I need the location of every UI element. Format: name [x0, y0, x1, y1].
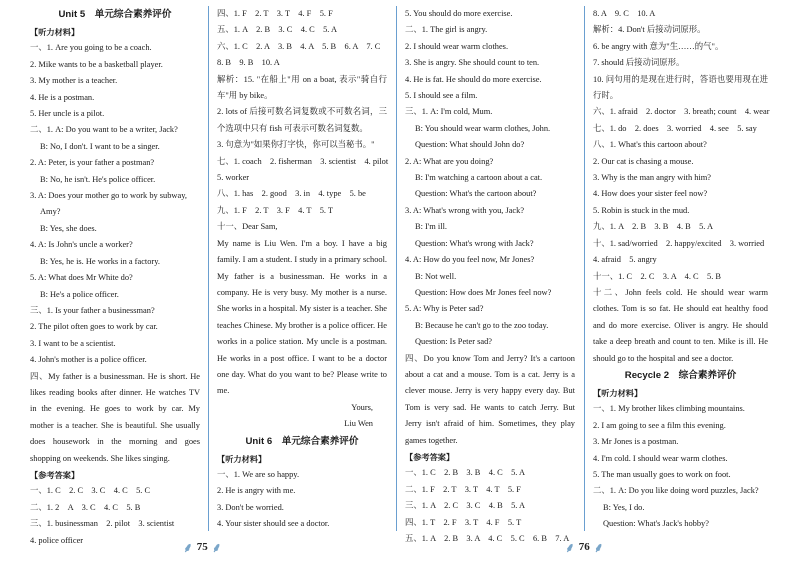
text-line: 四、Do you know Tom and Jerry? It's a cartoon about a cat and a mouse. Tom is a cat. Jerry is a clever mouse. Jerry is very happy every day. But Tom is very sad. He wants to catch Jerry. But Jerry isn't afraid of him. Sometimes, they play games together. — [405, 353, 575, 445]
text-line: 二、1. A: Do you want to be a writer, Jack? — [30, 125, 178, 135]
column-3 — [405, 6, 575, 543]
text-line: 3. 句意为"如果你打字快，你可以当秘书。" — [217, 140, 375, 150]
text-line: 五、1. A 2. B 3. A 4. C 5. C 6. B 7. A — [405, 534, 570, 543]
leaf-ornament-icon: ⸙ — [183, 541, 193, 556]
text-line: 3. Don't be worried. — [217, 502, 284, 512]
column-divider — [584, 6, 585, 531]
text-line: 八、1. What's this cartoon about? — [593, 140, 707, 150]
column-1 — [30, 6, 200, 545]
page-number-text: 75 — [196, 541, 208, 553]
text-line: 4. He is a postman. — [30, 92, 95, 102]
text-line: B: Because he can't go to the zoo today. — [415, 320, 549, 330]
text-line: 2. Mike wants to be a basketball player. — [30, 59, 163, 69]
text-line: 2. The pilot often goes to work by car. — [30, 322, 158, 332]
text-line: 5. worker — [217, 173, 250, 183]
text-line: 十一、Dear Sam, — [217, 222, 278, 232]
column-divider — [208, 6, 209, 531]
text-line: Question: What's Jack's hobby? — [603, 519, 709, 529]
page-number-right — [565, 538, 618, 556]
text-line: B: Yes, she does. — [40, 223, 97, 233]
text-line: B: Yes, he is. He works in a factory. — [40, 256, 160, 266]
text-line: 8. B 9. B 10. A — [217, 58, 280, 68]
text-line: 3. My mother is a teacher. — [30, 76, 118, 86]
text-line: 2. lots of 后接可数名词复数或不可数名词，三个选项中只有 fish 可表示可数名词复数。 — [217, 107, 387, 133]
column-divider — [396, 6, 397, 531]
text-line: B: He's a police officer. — [40, 289, 119, 299]
text-line: 4. How does your sister feel now? — [593, 189, 708, 199]
section-heading: 【听力材料】 — [30, 27, 80, 37]
text-line: B: Not well. — [415, 271, 457, 281]
section-title: Unit 6 单元综合素养评价 — [245, 435, 359, 447]
text-line: 六、1. C 2. A 3. B 4. A 5. B 6. A 7. C — [217, 41, 381, 51]
text-line: Question: How does Mr Jones feel now? — [415, 287, 552, 297]
text-line: 一、1. We are so happy. — [217, 469, 300, 479]
text-line: Question: Is Peter sad? — [415, 337, 492, 347]
text-line: 10. 问句用的是现在进行时，答语也要用现在进行时。 — [593, 74, 768, 101]
column-4 — [593, 6, 768, 536]
text-line: 2. He is angry with me. — [217, 486, 296, 496]
text-line: B: I'm ill. — [415, 222, 447, 232]
text-line: 2. I am going to see a film this evening. — [593, 420, 726, 430]
text-line: 一、1. C 2. C 3. C 4. C 5. C — [30, 486, 151, 496]
text-line: 4. afraid 5. angry — [593, 255, 657, 265]
text-line: 5. A: What does Mr White do? — [30, 273, 133, 283]
text-line: 5. The man usually goes to work on foot. — [593, 469, 731, 479]
text-line: 4. Your sister should see a doctor. — [217, 519, 330, 529]
text-line: 4. I'm cold. I should wear warm clothes. — [593, 453, 728, 463]
text-line: 十二、John feels cold. He should wear warm clothes. Tom is so fat. He should eat healthy food and do more exercise. Oliver is angry. He should take a deep breath and count to ten. Mike is ill. He should go to the hospital and see a doctor. — [593, 287, 768, 363]
text-line: 一、1. C 2. B 3. B 4. C 5. A — [405, 468, 526, 478]
text-line: 三、1. Is your father a businessman? — [30, 305, 155, 315]
text-line: Question: What's wrong with Jack? — [415, 238, 534, 248]
text-line: 5. Her uncle is a pilot. — [30, 109, 105, 119]
text-line: 三、1. businessman 2. pilot 3. scientist — [30, 519, 175, 529]
page-number-left — [183, 538, 222, 556]
text-line: 三、1. A 2. C 3. C 4. B 5. A — [405, 501, 526, 511]
text-line: 3. A: What's wrong with you, Jack? — [405, 205, 525, 215]
text-line: 一、1. My brother likes climbing mountains. — [593, 404, 745, 414]
text-line: B: No, he isn't. He's police officer. — [40, 174, 156, 184]
text-line: 3. I want to be a scientist. — [30, 338, 116, 348]
text-line: B: I'm watching a cartoon about a cat. — [415, 173, 543, 183]
text-line: Question: What's the cartoon about? — [415, 189, 537, 199]
text-line: 二、1. F 2. T 3. T 4. T 5. F — [405, 484, 521, 494]
text-line: 九、1. F 2. T 3. F 4. T 5. T — [217, 205, 334, 215]
text-line: 6. be angry with 意为"生……的气"。 — [593, 41, 724, 51]
text-line: 十一、1. C 2. C 3. A 4. C 5. B — [593, 271, 721, 281]
text-line: 2. A: Peter, is your father a postman? — [30, 158, 155, 168]
text-line: 二、1. 2 A 3. C 4. C 5. B — [30, 502, 141, 512]
text-line: Amy? — [40, 207, 61, 217]
section-title: Recycle 2 综合素养评价 — [624, 369, 737, 381]
text-line: 3. A: Does your mother go to work by subway, — [30, 191, 187, 201]
text-line: Yours, — [351, 402, 373, 412]
text-line: My name is Liu Wen. I'm a boy. I have a big family. I am a student. I study in a primary school. My father is a businessman. He works in a company. He is very busy. My mother is a nurse. She works in a hospital. My sister is a teacher. She teaches Chinese. My brother is a police officer. He works in a police station. My uncle is a postman. He works in a post office. I want to be a doctor one day. What do you want to be? Please write to me. — [217, 238, 387, 396]
text-line: 四、My father is a businessman. He is short. He likes reading books after dinner. He watches TV in the evening. He goes to work by car. My mother is a teacher. She is beautiful. She usually does housework in the morning and goes shopping on weekends. She likes singing. — [30, 371, 200, 463]
text-line: 四、1. F 2. T 3. T 4. F 5. F — [217, 9, 333, 18]
text-line: 3. Why is the man angry with him? — [593, 173, 712, 183]
text-line: 3. She is angry. She should count to ten. — [405, 58, 540, 68]
text-line: 九、1. A 2. B 3. B 4. B 5. A — [593, 222, 714, 232]
text-line: 4. He is fat. He should do more exercise. — [405, 74, 542, 84]
section-title: Unit 5 单元综合素养评价 — [58, 9, 172, 20]
section-heading: 【参考答案】 — [30, 469, 80, 480]
leaf-ornament-icon: ⸙ — [565, 541, 575, 556]
text-line: Liu Wen — [344, 419, 373, 429]
text-line: 六、1. afraid 2. doctor 3. breath; count 4. wear — [593, 107, 770, 117]
section-heading: 【参考答案】 — [405, 451, 455, 462]
text-line: 七、1. do 2. does 3. worried 4. see 5. say — [593, 123, 757, 133]
column-2 — [217, 6, 387, 536]
text-line: 四、1. T 2. F 3. T 4. F 5. T — [405, 517, 522, 527]
section-heading: 【听力材料】 — [593, 387, 643, 398]
text-line: 七、1. coach 2. fisherman 3. scientist 4. pilot — [217, 156, 389, 166]
text-line: Question: What should John do? — [415, 140, 525, 150]
text-line: 5. You should do more exercise. — [405, 9, 513, 18]
text-line: 4. police officer — [30, 535, 84, 545]
text-line: 3. Mr Jones is a postman. — [593, 437, 679, 447]
text-line: 5. I should see a film. — [405, 91, 478, 101]
text-line: 4. A: Is John's uncle a worker? — [30, 240, 133, 250]
section-heading: 【听力材料】 — [217, 453, 267, 464]
text-line: 4. John's mother is a police officer. — [30, 355, 147, 365]
text-line: 7. should 后接动词原形。 — [593, 58, 685, 68]
text-line: B: You should wear warm clothes, John. — [415, 123, 551, 133]
leaf-ornament-icon: ⸙ — [593, 541, 604, 556]
text-line: 二、1. A: Do you like doing word puzzles, Jack? — [593, 486, 759, 496]
text-line: 三、1. A: I'm cold, Mum. — [405, 107, 493, 117]
text-line: 2. I should wear warm clothes. — [405, 41, 509, 51]
text-line: 二、1. The girl is angry. — [405, 25, 488, 35]
text-line: 十、1. sad/worried 2. happy/excited 3. worried — [593, 238, 765, 248]
leaf-ornament-icon: ⸙ — [211, 541, 222, 556]
text-line: 5. Robin is stuck in the mud. — [593, 205, 690, 215]
text-line: B: Yes, I do. — [603, 502, 645, 512]
text-line: 解析：15. "在船上"用 on a boat, 表示"骑自行车"用 by bike。 — [217, 74, 387, 101]
text-line: 4. A: How do you feel now, Mr Jones? — [405, 255, 535, 265]
text-line: 8. A 9. C 10. A — [593, 9, 656, 18]
text-line: B: No, I don't. I want to be a singer. — [40, 141, 160, 151]
text-line: 2. A: What are you doing? — [405, 156, 494, 166]
text-line: 八、1. has 2. good 3. in 4. type 5. be — [217, 189, 366, 199]
text-line: 一、1. Are you going to be a coach. — [30, 43, 152, 53]
text-line: 五、1. A 2. B 3. C 4. C 5. A — [217, 25, 338, 35]
text-line: 解析：4. Don't 后接动词原形。 — [593, 25, 706, 35]
text-line: 2. Our cat is chasing a mouse. — [593, 156, 694, 166]
text-line: 5. A: Why is Peter sad? — [405, 304, 484, 314]
page-number-text: 76 — [578, 541, 590, 553]
